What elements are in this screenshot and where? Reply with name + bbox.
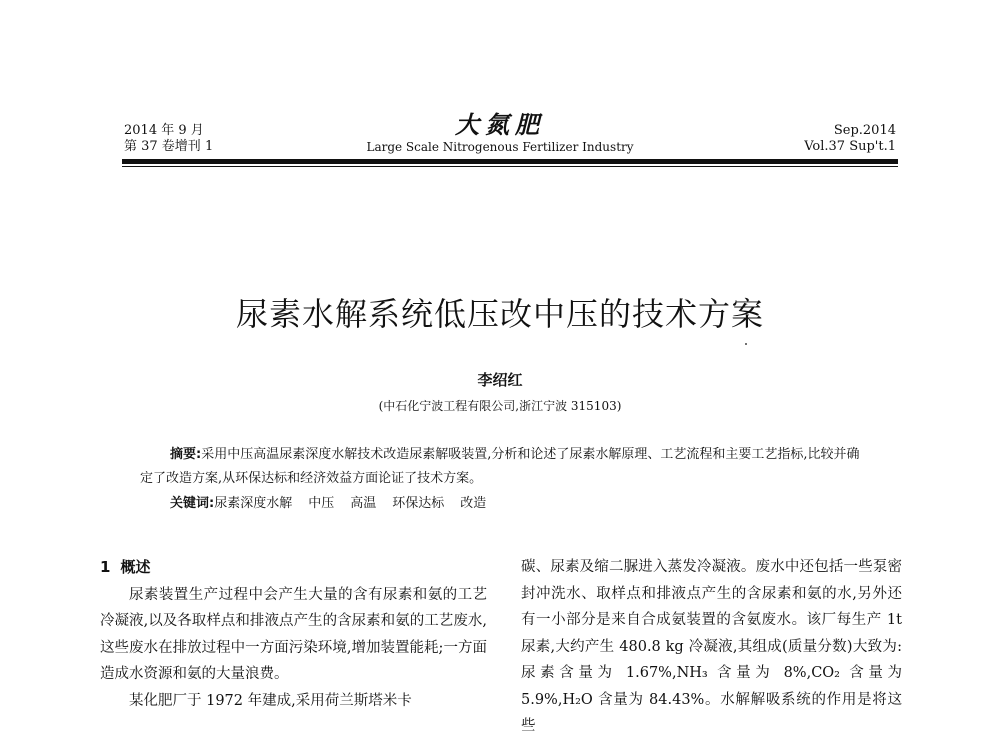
- author-name: 李绍红: [477, 371, 523, 389]
- keyword: 高温: [350, 496, 377, 511]
- body-column-left: [100, 554, 487, 714]
- journal-name-en: Large Scale Nitrogenous Fertilizer Industry: [366, 140, 634, 154]
- keyword: 中压: [308, 496, 335, 511]
- header-right: [804, 123, 896, 155]
- volume-en: Vol.37 Sup't.1: [804, 139, 896, 154]
- abstract-text: 采用中压高温尿素深度水解技术改造尿素解吸装置,分析和论述了尿素水解原理、工艺流程和主要工艺指标,比较并确定了改造方案,从环保达标和经济效益方面论证了技术方案。: [140, 447, 860, 486]
- header-left: [124, 123, 213, 155]
- header-rule-thick: [122, 159, 898, 164]
- header-rule-thin: [122, 166, 898, 167]
- issue-date-en: Sep.2014: [833, 123, 896, 138]
- volume-cn: 第 37 卷增刊 1: [124, 139, 214, 154]
- abstract-label: 摘要:: [170, 447, 202, 462]
- journal-logo: 大氮肥: [455, 110, 545, 139]
- body-column-right: [521, 554, 902, 740]
- keyword: 环保达标: [392, 496, 445, 511]
- section-title: 概述: [120, 558, 151, 576]
- article-title: 尿素水解系统低压改中压的技术方案: [235, 295, 764, 333]
- issue-date-cn: 2014 年 9 月: [124, 123, 204, 138]
- keyword: 改造: [460, 496, 487, 511]
- keyword: 尿素深度水解: [214, 496, 293, 511]
- keywords: [170, 492, 502, 516]
- journal-masthead: [340, 112, 660, 154]
- section-heading: [100, 554, 487, 581]
- paragraph: 尿素装置生产过程中会产生大量的含有尿素和氨的工艺冷凝液,以及各取样点和排液点产生的含尿素和氨的工艺废水,这些废水在排放过程中一方面污染环境,增加装置能耗;一方面造成水资源和氨的大量浪费。: [100, 586, 487, 682]
- paragraph: 某化肥厂于 1972 年建成,采用荷兰斯塔米卡: [129, 692, 412, 709]
- author-affiliation: (中石化宁波工程有限公司,浙江宁波 315103): [378, 399, 622, 413]
- abstract: [140, 443, 860, 491]
- section-number: 1: [100, 558, 111, 576]
- paragraph-continued: 碳、尿素及缩二脲进入蒸发冷凝液。废水中还包括一些泵密封冲洗水、取样点和排液点产生的含尿素和氨的水,另外还有一小部分是来自合成氨装置的含氨废水。该厂每生产 1t 尿素,大约产生 480.8 kg 冷凝液,其组成(质量分数)大致为:尿素含量为 1.67%,NH₃ 含量为 8%,CO₂ 含量为 5.9%,H₂O 含量为 84.43%。水解解吸系统的作用是将这些: [521, 559, 902, 734]
- keywords-label: 关键词:: [170, 496, 215, 511]
- scan-speck: [745, 343, 747, 345]
